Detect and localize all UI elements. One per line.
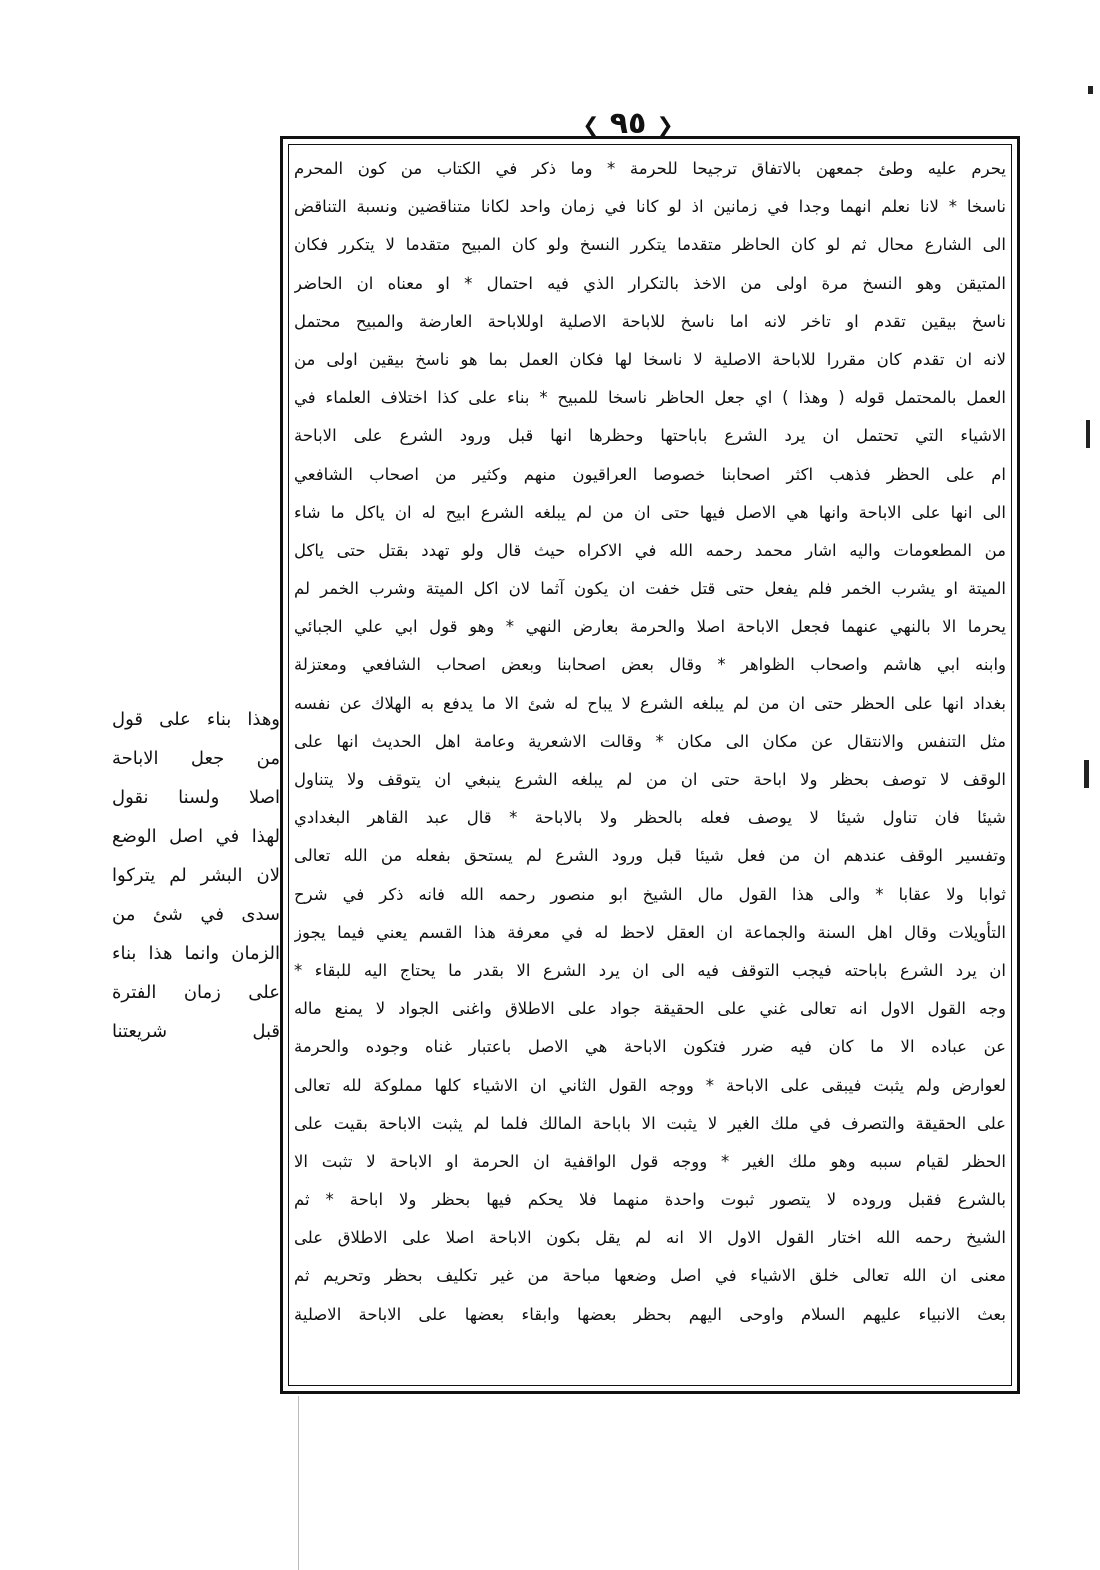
text-line: معنى ان الله تعالى خلق الاشياء في اصل وضعها مباحة من غير تكليف بحظر وتحريم ثم: [294, 1266, 1006, 1286]
margin-note: [112, 700, 280, 1051]
text-line: لعوارض ولم يثبت فيبقى على الاباحة * ووجه القول الثاني ان الاشياء كلها مملوكة لله تعالى: [294, 1075, 1006, 1095]
left-ornament-icon: ❮: [582, 112, 600, 137]
margin-note-line: على زمان الفترة: [112, 982, 280, 1003]
margin-note-line: اصلا ولسنا نقول: [112, 787, 280, 808]
text-line: عن عباده الا ما كان فيه ضرر فتكون الاباحة هي الاصل باعتبار غناه وجوده والحرمة: [294, 1037, 1006, 1057]
text-line: الاشياء التي تحتمل ان يرد الشرع باباحتها وحظرها انها قبل ورود الشرع على الاباحة: [294, 426, 1006, 446]
text-line: العمل بالمحتمل قوله ( وهذا ) اي جعل الحاظر ناسخا للمبيح * بناء على كذا اختلاف العلماء في: [294, 388, 1006, 408]
text-line: مثل التنفس والانتقال عن مكان الى مكان * وقالت الاشعرية وعامة اهل الحديث انها على: [294, 731, 1006, 751]
margin-note-line: الزمان وانما هذا بناء: [112, 943, 280, 964]
text-line: وجه القول الاول انه تعالى غني على الحقيقة جواد على الاطلاق واغنى الجواد لا يمنع ماله: [294, 999, 1006, 1019]
text-line: الميتة او يشرب الخمر فلم يفعل حتى قتل خفت ان يكون آثما لان اكل الميتة وشرب الخمر لم: [294, 579, 1006, 599]
right-ornament-icon: ❯: [656, 112, 674, 137]
text-line: يحرم عليه وطئ جمعهن بالاتفاق ترجيحا للحرمة * وما ذكر في الكتاب من كون المحرم: [294, 159, 1006, 178]
text-line: ثوابا ولا عقابا * والى هذا القول مال الشيخ ابو منصور رحمه الله فانه ذكر في شرح: [294, 884, 1006, 904]
text-line: يحرما الا بالنهي عنهما فجعل الاباحة اصلا والحرمة بعارض النهي * وهو قول ابي علي الجبائي: [294, 617, 1006, 637]
margin-note-line: سدى في شئ من: [112, 904, 280, 925]
text-line: بعث الانبياء عليهم السلام واوحى اليهم بحظر بعضها وابقاء بعضها على الاباحة الاصلية: [294, 1304, 1006, 1324]
edge-mark: [1084, 760, 1089, 788]
text-line: وتفسير الوقف عندهم ان من فعل شيئا قبل ورود الشرع لم يستحق بفعله من الله تعالى: [294, 846, 1006, 866]
text-line: ناسخا * لانا نعلم انهما وجدا في زمانين اذ لو كانا في زمان واحد لكانا متناقضين ونسبة التناقض: [294, 197, 1006, 217]
text-line: الشيخ رحمه الله اختار القول الاول الا انه لم يقل بكون الاباحة اصلا على الاطلاق على: [294, 1228, 1006, 1248]
main-text-block: [294, 150, 1006, 1380]
margin-note-line: وهذا بناء على قول: [112, 709, 280, 730]
text-line: وابنه ابي هاشم واصحاب الظواهر * وقال بعض اصحابنا وبعض اصحاب الشافعي ومعتزلة: [294, 655, 1006, 675]
margin-note-line: من جعل الاباحة: [112, 748, 280, 769]
page-number-value: ٩٥: [609, 106, 647, 141]
margin-note-line: لان البشر لم يتركوا: [112, 865, 280, 886]
margin-note-line: قبل شريعتنا: [112, 1021, 280, 1042]
text-line: الوقف لا توصف بحظر ولا اباحة حتى ان من لم يبلغه الشرع ينبغي ان يتوقف ولا يتناول: [294, 770, 1006, 789]
text-line: لانه ان تقدم كان مقررا للاباحة الاصلية لا ناسخا لها فكان العمل بما هو ناسخ بيقين اولى من: [294, 349, 1006, 369]
text-line: ام على الحظر فذهب اكثر اصحابنا خصوصا العراقيون منهم وكثير من اصحاب الشافعي: [294, 464, 1006, 484]
text-line: من المطعومات واليه اشار محمد رحمه الله في الاكراه حيث قال ولو تهدد بقتل حتى ياكل: [294, 540, 1006, 560]
text-line: شيئا فان تناول شيئا لا يوصف فعله بالحظر ولا بالاباحة * قال عبد القاهر البغدادي: [294, 808, 1006, 828]
text-line: بغداد انها على الحظر حتى ان من لم يبلغه الشرع لا يباح له شئ الا ما يدفع به الهلاك عن نفسه: [294, 693, 1006, 713]
text-line: الى انها على الاباحة وانها هي الاصل فيها حتى ان من لم يبلغه الشرع ابيح له ان ياكل ما شاء: [294, 502, 1006, 522]
scan-rule: [298, 1396, 299, 1570]
text-line: التأويلات وقال اهل السنة والجماعة ان العقل لاحظ له في معرفة هذا القسم يعني فيما يجوز: [294, 922, 1006, 942]
margin-note-line: لهذا في اصل الوضع: [112, 826, 280, 847]
edge-mark: [1086, 420, 1090, 448]
text-line: ناسخ بيقين تقدم او تاخر لانه اما ناسخ للاباحة الاصلية اوللاباحة العارضة والمبيح محتمل: [294, 311, 1006, 331]
text-line: الى الشارع محال ثم لو كان الحاظر متقدما يتكرر النسخ ولو كان المبيح متقدما لا يتكرر فكان: [294, 235, 1006, 255]
text-line: على الحقيقة والتصرف في ملك الغير لا يثبت الا باباحة المالك فلما لم يثبت الاباحة بقيت على: [294, 1113, 1006, 1133]
text-line: ان يرد الشرع باباحته فيجب التوقف فيه الى ان يرد الشرع الا بقدر ما يحتاج اليه للبقاء *: [294, 960, 1006, 980]
edge-mark: [1088, 86, 1093, 94]
text-line: بالشرع فقبل وروده لا يتصور ثبوت واحدة منهما فلا يحكم فيها بحظر ولا اباحة * ثم: [294, 1190, 1006, 1210]
text-line: الحظر لقيام سببه وهو ملك الغير * ووجه قول الواقفية ان الحرمة او الاباحة لا تثبت الا: [294, 1151, 1006, 1171]
text-line: المتيقن وهو النسخ مرة اولى من الاخذ بالتكرار الذي فيه احتمال * او معناه ان الحاضر: [294, 273, 1006, 293]
